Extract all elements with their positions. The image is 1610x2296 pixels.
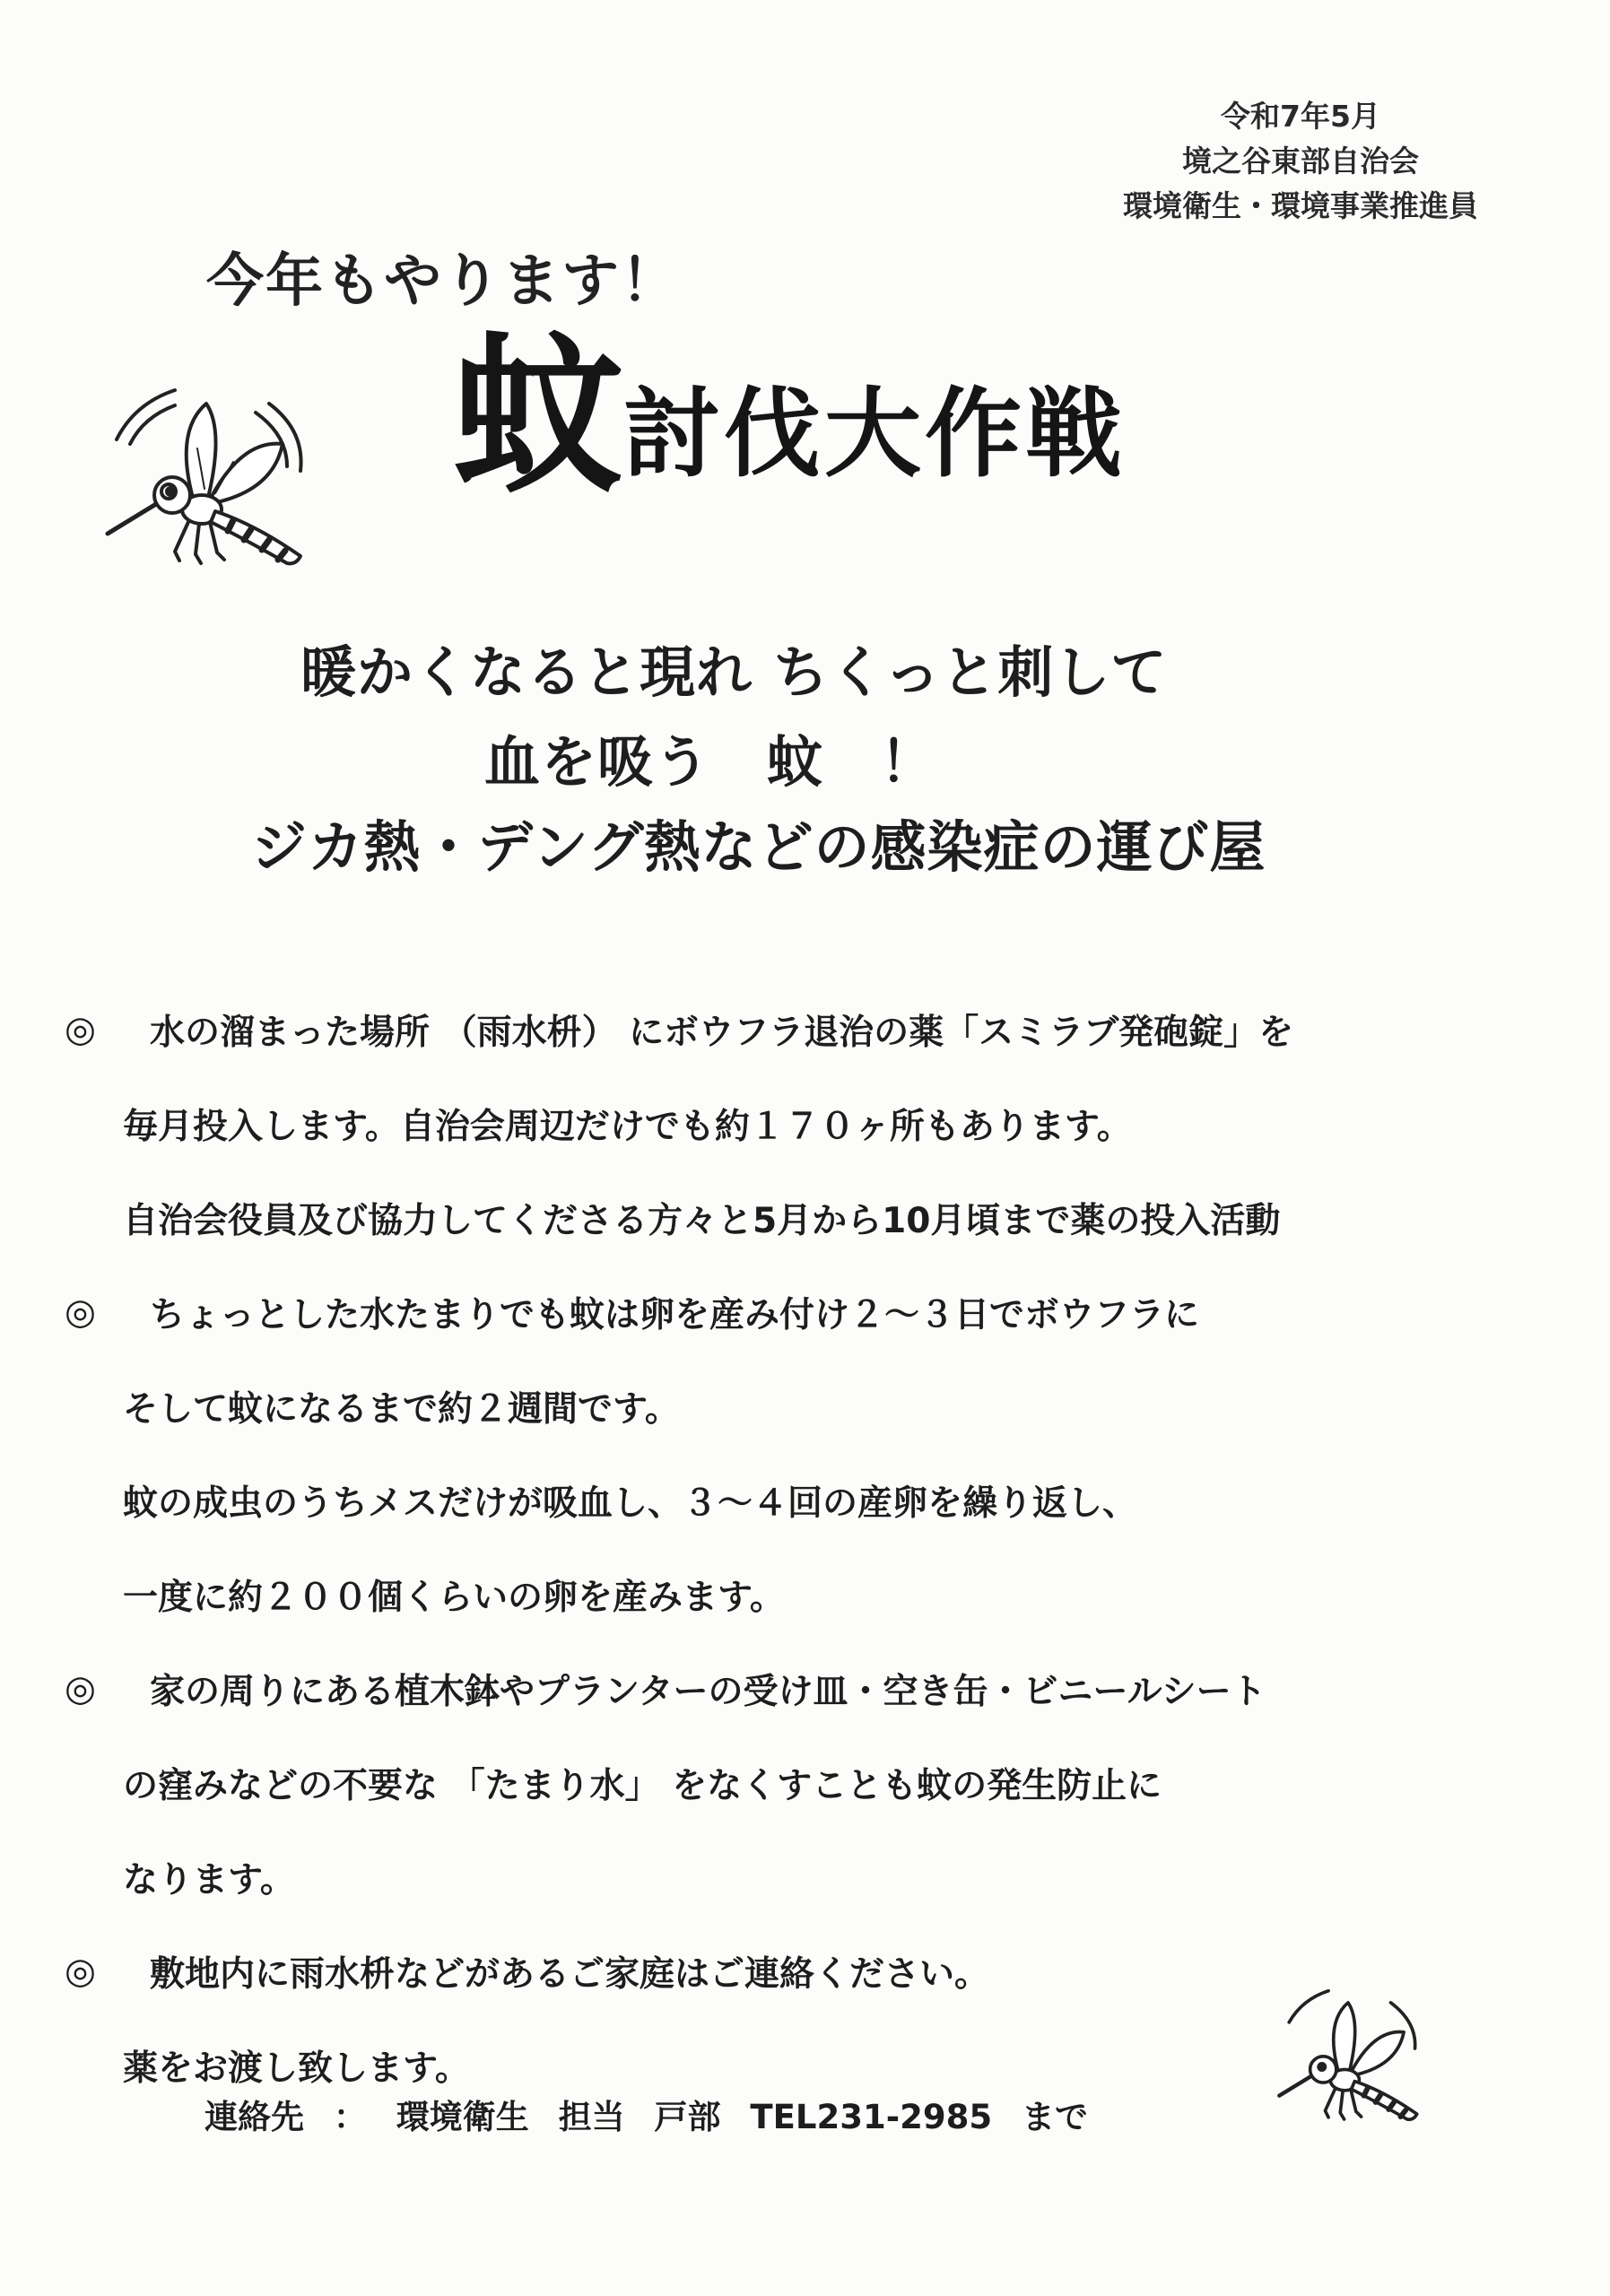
bullet-continuation	[65, 1547, 1553, 1641]
issuer-org: 境之谷東部自治会	[1182, 144, 1419, 178]
bullet-text: 水の溜まった場所 （雨水枡） にボウフラ退治の薬「スミラブ発砲錠」を	[150, 1012, 1294, 1053]
issue-date: 令和7年5月	[1221, 99, 1380, 134]
issuer-block	[1067, 94, 1534, 229]
mosquito-icon	[90, 377, 323, 583]
bullet-mark-icon: ◎	[65, 1008, 96, 1050]
bullet-continuation	[65, 1076, 1553, 1170]
bullet-continuation	[65, 1830, 1553, 1924]
bullet-text: 蚊の成虫のうちメスだけが吸血し、３～４回の産卵を繰り返し、	[123, 1483, 1138, 1524]
bullet-item	[65, 1265, 1553, 1359]
bullet-continuation	[65, 1453, 1553, 1547]
bullet-text: 毎月投入します。自治会周辺だけでも約１７０ヶ所もあります。	[123, 1106, 1132, 1147]
bullet-item	[65, 1641, 1553, 1735]
contact-info: 連絡先 ： 環境衛生 担当 戸部 TEL231-2985 まで	[205, 2098, 1088, 2136]
bullet-text: 敷地内に雨水枡などがあるご家庭はご連絡ください。	[150, 1953, 990, 1995]
warning-line-2: 血を吸う 蚊 ！	[484, 729, 937, 795]
warning-line-1: 暖かくなると現れ ちくっと刺して	[300, 639, 1168, 705]
title-rest: 討伐大作戦	[623, 378, 1127, 491]
bullet-text: 自治会役員及び協力してくださる方々と5月から10月頃まで薬の投入活動	[123, 1200, 1281, 1241]
warning-line-3: ジカ熱・デング熱などの感染症の運び屋	[251, 814, 1266, 880]
info-bullets	[65, 982, 1553, 2112]
bullet-item	[65, 982, 1553, 1076]
bullet-text: 一度に約２００個くらいの卵を産みます。	[123, 1577, 785, 1618]
bullet-text: 薬をお渡し致します。	[123, 2048, 470, 2089]
bullet-text: なります。	[123, 1859, 295, 1900]
bullet-continuation	[65, 1359, 1553, 1453]
bullet-continuation	[65, 1170, 1553, 1265]
tagline: 今年もやります！	[206, 248, 680, 315]
bullet-mark-icon: ◎	[65, 1291, 96, 1333]
bullet-text: ちょっとした水たまりでも蚊は卵を産み付け２～３日でボウフラに	[150, 1294, 1200, 1335]
issuer-dept: 環境衛生・環境事業推進員	[1123, 188, 1478, 223]
mosquito-icon	[1263, 1982, 1433, 2135]
title-first-char: 蚊	[453, 317, 624, 516]
bullet-text: 家の周りにある植木鉢やプランターの受け皿・空き缶・ビニールシート	[150, 1671, 1266, 1712]
page-title	[453, 317, 1127, 516]
bullet-mark-icon: ◎	[65, 1950, 96, 1992]
bullet-continuation	[65, 1735, 1553, 1830]
bullet-text: の窪みなどの不要な 「たまり水」 をなくすことも蚊の発生防止に	[123, 1765, 1162, 1806]
bullet-text: そして蚊になるまで約２週間です。	[123, 1388, 680, 1430]
bullet-mark-icon: ◎	[65, 1667, 96, 1709]
